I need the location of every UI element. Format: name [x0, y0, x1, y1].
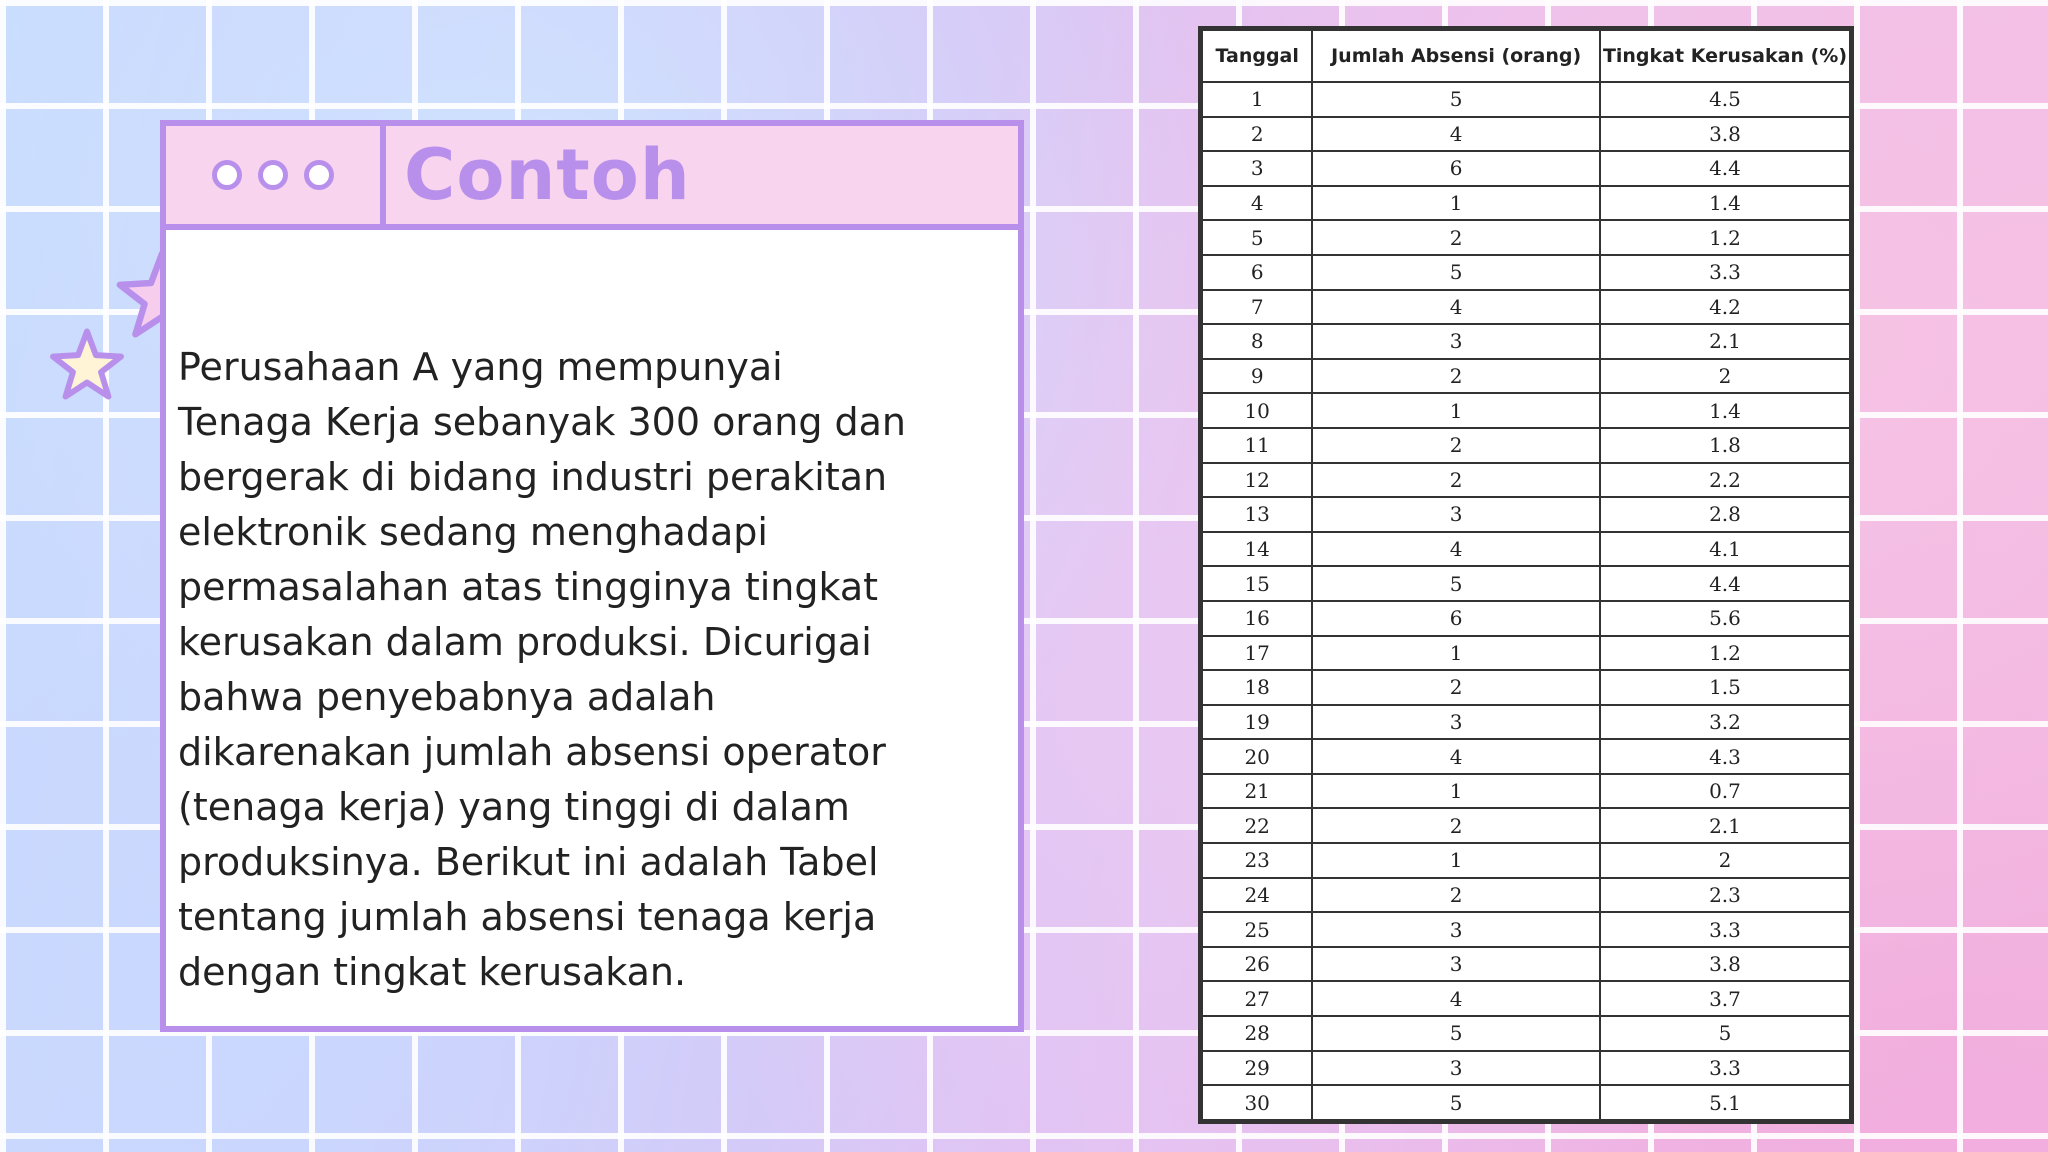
table-row — [1202, 359, 1850, 394]
table-row — [1202, 532, 1850, 567]
cell-tanggal: 17 — [1202, 636, 1312, 671]
cell-tanggal: 29 — [1202, 1051, 1312, 1086]
table-row — [1202, 878, 1850, 913]
table-row — [1202, 324, 1850, 359]
table-row — [1202, 393, 1850, 428]
cell-tingkat-kerusakan: 1.5 — [1600, 670, 1850, 705]
table-row — [1202, 1085, 1850, 1120]
cell-jumlah-absensi: 3 — [1312, 324, 1600, 359]
table-row — [1202, 117, 1850, 152]
cell-tingkat-kerusakan: 1.4 — [1600, 186, 1850, 221]
table-row — [1202, 255, 1850, 290]
cell-jumlah-absensi: 4 — [1312, 532, 1600, 567]
table-row — [1202, 670, 1850, 705]
cell-tingkat-kerusakan: 4.4 — [1600, 566, 1850, 601]
cell-tingkat-kerusakan: 2.3 — [1600, 878, 1850, 913]
table-row — [1202, 220, 1850, 255]
cell-jumlah-absensi: 6 — [1312, 601, 1600, 636]
cell-tanggal: 30 — [1202, 1085, 1312, 1120]
cell-jumlah-absensi: 5 — [1312, 255, 1600, 290]
cell-jumlah-absensi: 2 — [1312, 463, 1600, 498]
cell-tanggal: 28 — [1202, 1016, 1312, 1051]
cell-jumlah-absensi: 5 — [1312, 1016, 1600, 1051]
cell-tingkat-kerusakan: 2 — [1600, 843, 1850, 878]
cell-tingkat-kerusakan: 0.7 — [1600, 774, 1850, 809]
cell-tingkat-kerusakan: 2.1 — [1600, 808, 1850, 843]
cell-tingkat-kerusakan: 3.2 — [1600, 705, 1850, 740]
cell-tingkat-kerusakan: 4.1 — [1600, 532, 1850, 567]
cell-tingkat-kerusakan: 1.2 — [1600, 220, 1850, 255]
cell-tanggal: 11 — [1202, 428, 1312, 463]
table-row — [1202, 566, 1850, 601]
cell-jumlah-absensi: 1 — [1312, 186, 1600, 221]
cell-tanggal: 13 — [1202, 497, 1312, 532]
cell-jumlah-absensi: 3 — [1312, 1051, 1600, 1086]
cell-tingkat-kerusakan: 1.4 — [1600, 393, 1850, 428]
cell-jumlah-absensi: 3 — [1312, 497, 1600, 532]
card-body-text: Perusahaan A yang mempunyai Tenaga Kerja sebanyak 300 orang dan bergerak di bidang industri perakitan elektronik sedang menghadapi permasalahan atas tingginya tingkat kerusakan dalam produksi. Dicurigai bahwa penyebabnya adalah dikarenakan jumlah absensi operator (tenaga kerja) yang tinggi di dalam produksinya. Berikut ini adalah Tabel tentang jumlah absensi tenaga kerja dengan tingkat kerusakan. — [178, 345, 907, 994]
absence-damage-table — [1201, 29, 1851, 1121]
cell-jumlah-absensi: 3 — [1312, 947, 1600, 982]
cell-tingkat-kerusakan: 2.1 — [1600, 324, 1850, 359]
cell-jumlah-absensi: 5 — [1312, 566, 1600, 601]
cell-tanggal: 3 — [1202, 151, 1312, 186]
table-row — [1202, 981, 1850, 1016]
table-body — [1202, 82, 1850, 1120]
table-row — [1202, 1051, 1850, 1086]
cell-jumlah-absensi: 2 — [1312, 808, 1600, 843]
cell-tingkat-kerusakan: 2.8 — [1600, 497, 1850, 532]
cell-tingkat-kerusakan: 1.2 — [1600, 636, 1850, 671]
card-title: Contoh — [404, 134, 691, 216]
dot-icon — [258, 160, 288, 190]
cell-jumlah-absensi: 6 — [1312, 151, 1600, 186]
table-row — [1202, 463, 1850, 498]
table-row — [1202, 774, 1850, 809]
cell-tingkat-kerusakan: 2.2 — [1600, 463, 1850, 498]
cell-tingkat-kerusakan: 3.8 — [1600, 947, 1850, 982]
cell-tanggal: 20 — [1202, 739, 1312, 774]
cell-jumlah-absensi: 1 — [1312, 774, 1600, 809]
cell-tanggal: 1 — [1202, 82, 1312, 117]
data-table-image — [1198, 26, 1854, 1124]
cell-tanggal: 5 — [1202, 220, 1312, 255]
dot-icon — [304, 160, 334, 190]
cell-tanggal: 15 — [1202, 566, 1312, 601]
cell-jumlah-absensi: 5 — [1312, 82, 1600, 117]
cell-jumlah-absensi: 5 — [1312, 1085, 1600, 1120]
cell-tanggal: 21 — [1202, 774, 1312, 809]
table-row — [1202, 843, 1850, 878]
table-row — [1202, 82, 1850, 117]
window-dots-icon — [166, 126, 386, 224]
dot-icon — [212, 160, 242, 190]
cell-tingkat-kerusakan: 4.3 — [1600, 739, 1850, 774]
cell-jumlah-absensi: 2 — [1312, 359, 1600, 394]
table-row — [1202, 186, 1850, 221]
cell-tanggal: 18 — [1202, 670, 1312, 705]
cell-tanggal: 14 — [1202, 532, 1312, 567]
header-tingkat-kerusakan: Tingkat Kerusakan (%) — [1600, 30, 1850, 82]
table-row — [1202, 636, 1850, 671]
cell-tanggal: 26 — [1202, 947, 1312, 982]
cell-tingkat-kerusakan: 5 — [1600, 1016, 1850, 1051]
cell-tanggal: 16 — [1202, 601, 1312, 636]
header-jumlah-absensi: Jumlah Absensi (orang) — [1312, 30, 1600, 82]
cell-tingkat-kerusakan: 1.8 — [1600, 428, 1850, 463]
cell-tingkat-kerusakan: 3.7 — [1600, 981, 1850, 1016]
table-row — [1202, 739, 1850, 774]
cell-tanggal: 10 — [1202, 393, 1312, 428]
example-card — [160, 120, 1024, 1032]
cell-tingkat-kerusakan: 5.1 — [1600, 1085, 1850, 1120]
cell-tanggal: 27 — [1202, 981, 1312, 1016]
table-row — [1202, 705, 1850, 740]
table-header-row — [1202, 30, 1850, 82]
table-row — [1202, 601, 1850, 636]
cell-jumlah-absensi: 1 — [1312, 393, 1600, 428]
card-header — [166, 126, 1018, 230]
cell-tingkat-kerusakan: 3.3 — [1600, 1051, 1850, 1086]
cell-tanggal: 2 — [1202, 117, 1312, 152]
cell-jumlah-absensi: 3 — [1312, 705, 1600, 740]
cell-tingkat-kerusakan: 2 — [1600, 359, 1850, 394]
cell-jumlah-absensi: 4 — [1312, 739, 1600, 774]
cell-jumlah-absensi: 4 — [1312, 290, 1600, 325]
cell-jumlah-absensi: 1 — [1312, 636, 1600, 671]
table-row — [1202, 497, 1850, 532]
table-row — [1202, 912, 1850, 947]
cell-tingkat-kerusakan: 3.8 — [1600, 117, 1850, 152]
cell-jumlah-absensi: 2 — [1312, 670, 1600, 705]
table-row — [1202, 290, 1850, 325]
table-row — [1202, 1016, 1850, 1051]
cell-tanggal: 8 — [1202, 324, 1312, 359]
cell-tanggal: 9 — [1202, 359, 1312, 394]
table-row — [1202, 947, 1850, 982]
cell-jumlah-absensi: 2 — [1312, 878, 1600, 913]
cell-tanggal: 23 — [1202, 843, 1312, 878]
cell-tanggal: 25 — [1202, 912, 1312, 947]
cell-tanggal: 7 — [1202, 290, 1312, 325]
cell-tingkat-kerusakan: 4.4 — [1600, 151, 1850, 186]
cell-tingkat-kerusakan: 4.5 — [1600, 82, 1850, 117]
cell-tanggal: 6 — [1202, 255, 1312, 290]
cell-jumlah-absensi: 4 — [1312, 117, 1600, 152]
cell-tingkat-kerusakan: 5.6 — [1600, 601, 1850, 636]
cell-jumlah-absensi: 1 — [1312, 843, 1600, 878]
cell-tanggal: 24 — [1202, 878, 1312, 913]
star-icon-small — [50, 328, 124, 400]
cell-jumlah-absensi: 2 — [1312, 220, 1600, 255]
table-row — [1202, 428, 1850, 463]
cell-tanggal: 22 — [1202, 808, 1312, 843]
table-row — [1202, 151, 1850, 186]
cell-tanggal: 4 — [1202, 186, 1312, 221]
cell-tanggal: 12 — [1202, 463, 1312, 498]
cell-tanggal: 19 — [1202, 705, 1312, 740]
cell-tingkat-kerusakan: 3.3 — [1600, 912, 1850, 947]
cell-jumlah-absensi: 3 — [1312, 912, 1600, 947]
header-tanggal: Tanggal — [1202, 30, 1312, 82]
cell-tingkat-kerusakan: 4.2 — [1600, 290, 1850, 325]
table-row — [1202, 808, 1850, 843]
cell-tingkat-kerusakan: 3.3 — [1600, 255, 1850, 290]
cell-jumlah-absensi: 4 — [1312, 981, 1600, 1016]
cell-jumlah-absensi: 2 — [1312, 428, 1600, 463]
